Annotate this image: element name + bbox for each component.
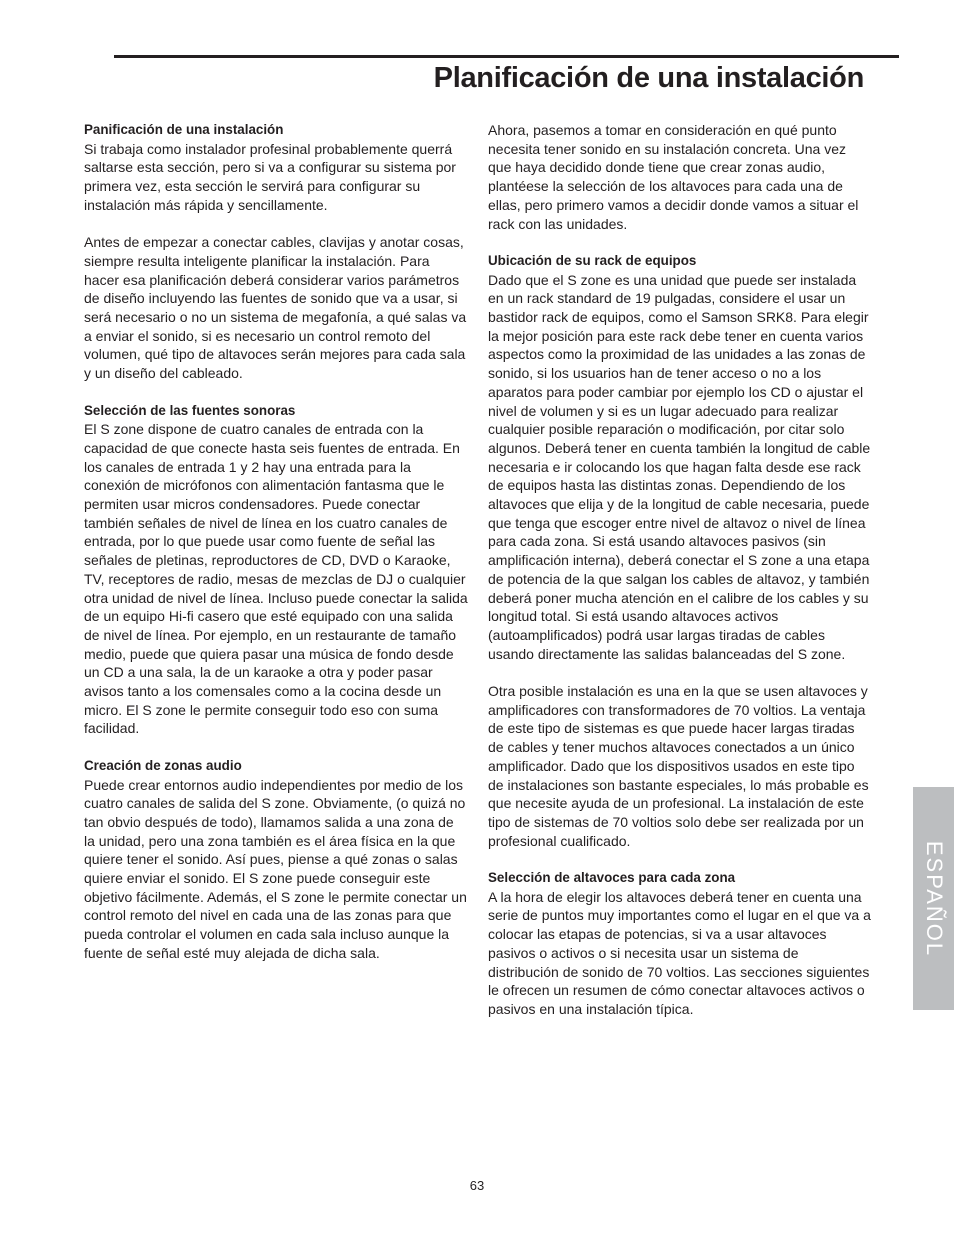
- page-number: 63: [469, 1178, 485, 1193]
- section-heading: Selección de altavoces para cada zona: [488, 870, 736, 886]
- section-heading: Panificación de una instalación: [84, 122, 284, 137]
- section-paragraph: El S zone dispone de cuatro canales de entrada con la capacidad de que conecte hasta seis fuentes de entrada. En los canales de entrada 1 y 2 hay una entrada para la conexión de micrófonos con alimentación fantasma que le permiten usar micros condensadores. Puede conectar también señales de nivel de línea en los cuatro canales de entrada, por lo que puede usar como fuente de señal las señales de pletinas, reproductores de CD, DVD o Karaoke, TV, receptores de radio, mesas de mezclas de DJ o cualquier otra unidad de nivel de línea. Incluso puede conectar la salida de un equipo Hi-fi casero que esté equipado con una salida de nivel de línea. Por ejemplo, en un restaurante de tamaño medio, puede que quiera pasar una música de fondo desde un CD a una sala, la de un karaoke a otra y poder pasar avisos tanto a los comensales como a la cocina desde un micro. El S zone le permite conseguir todo eso con suma facilidad.: [84, 421, 468, 737]
- right-column: [488, 121, 872, 1037]
- section-paragraph: Antes de empezar a conectar cables, clavijas y anotar cosas, siempre resulta inteligente planificar la instalación. Para hacer esa planificación deberá considerar varios parámetros de diseño incluyendo las fuentes de sonido que va a usar, si será necesario o no un sistema de megafonía, a qué salas va a enviar el sonido, si es necesario un control remoto del volumen, qué tipo de altavoces serán mejores para cada sala y un diseño del cableado.: [84, 234, 467, 382]
- header-rule: [114, 55, 899, 58]
- section-planning-details: [84, 233, 468, 383]
- section-heading: Ubicación de su rack de equipos: [488, 252, 697, 268]
- section-speaker-selection: [488, 869, 872, 1019]
- language-tab-label: ESPAÑOL: [921, 840, 947, 957]
- language-tab: [913, 787, 954, 1010]
- section-paragraph: Otra posible instalación es una en la que se usen altavoces y amplificadores con transformadores de 70 voltios. La ventaja de este tipo de sistemas es que puede hacer largas tiradas de cables y tener muchos altavoces conectados a un único amplificador. Dado que los dispositivos usados en este tipo de instalaciones son bastante especiales, lo más probable es que necesite ayuda de un profesional. La instalación de este tipo de sistemas de 70 voltios solo debe ser realizada por un profesional cualificado.: [488, 683, 869, 849]
- section-paragraph: A la hora de elegir los altavoces deberá tener en cuenta una serie de puntos muy importantes como el lugar en el que va a colocar las etapas de potencias, si va a usar altavoces pasivos o activos o si necesita usar un sistema de distribución de sonido de 70 voltios. Las secciones siguientes le ofrecen un resumen de cómo conectar altavoces activos o pasivos en una instalación típica.: [488, 888, 871, 1017]
- left-column: [84, 121, 468, 981]
- section-70v-systems: [488, 682, 872, 850]
- section-audio-zones: [84, 757, 468, 963]
- section-rack-location: [488, 252, 872, 663]
- section-paragraph: Si trabaja como instalador profesinal probablemente querrá saltarse esta sección, pero si va a configurar su sistema por primera vez, esta sección le servirá para configurar su instalación más rápida y sencillamente.: [84, 140, 456, 213]
- section-heading: Selección de las fuentes sonoras: [84, 402, 296, 418]
- section-paragraph: Dado que el S zone es una unidad que puede ser instalada en un rack standard de 19 pulgadas, considere el usar un bastidor rack de equipos, como el Samson SRK8. Para elegir la mejor posición para este rack debe tener en cuenta varios aspectos como la proximidad de las unidades a las zonas de sonido, si los usuarios han de tener acceso o no a los aparatos para poder cambiar por ejemplo los CD o ajustar el nivel de volumen y si es un lugar adecuado para realizar cualquier posible reparación o modificación, por citar solo algunos. Deberá tener en cuenta también la longitud de cable necesaria e ir colocando los que hagan falta desde ese rack de equipos hasta las distintas zonas. Dependiendo de los altavoces que elija y de la longitud de cable necesaria, puede que tenga que escoger entre nivel de altavoz o nivel de línea para cada zona. Si está usando altavoces pasivos (sin amplificación interna), deberá conectar el S zone a una etapa de potencia de la que salgan los cables de altavoz, y también deberá poner mucha atención en el calibre de los cables y su longitud total. Si está usando altavoces activos (autoamplificados) podrá usar largas tiradas de cables usando directamente las salidas balanceadas del S zone.: [488, 271, 871, 662]
- section-planning-intro: [84, 121, 468, 215]
- section-sound-location: [488, 121, 872, 233]
- section-paragraph: Ahora, pasemos a tomar en consideración en qué punto necesita tener sonido en su instalación concreta. Una vez que haya decidido donde tiene que crear zonas audio, plantéese la selección de los altavoces para cada una de ellas, pero primero vamos a decidir donde vamos a situar el rack con las unidades.: [488, 122, 859, 232]
- section-sound-sources: [84, 402, 468, 739]
- section-heading: Creación de zonas audio: [84, 757, 242, 773]
- section-paragraph: Puede crear entornos audio independientes por medio de los cuatro canales de salida del S zone. Obviamente, (o quizá no tan obvio después de todo), llamamos salida a una zona de la unidad, pero una zona también es el área física en la que quiere tener el sonido. Así pues, piense a qué zonas o salas quiere enviar el sonido. El S zone puede conseguir este objetivo fácilmente. Además, el S zone le permite conectar un control remoto del nivel en cada una de las zonas para que pueda controlar el volumen en cada sala incluso aunque la fuente de señal esté muy alejada de dicha sala.: [84, 776, 467, 961]
- page-title: Planificación de una instalación: [433, 62, 864, 94]
